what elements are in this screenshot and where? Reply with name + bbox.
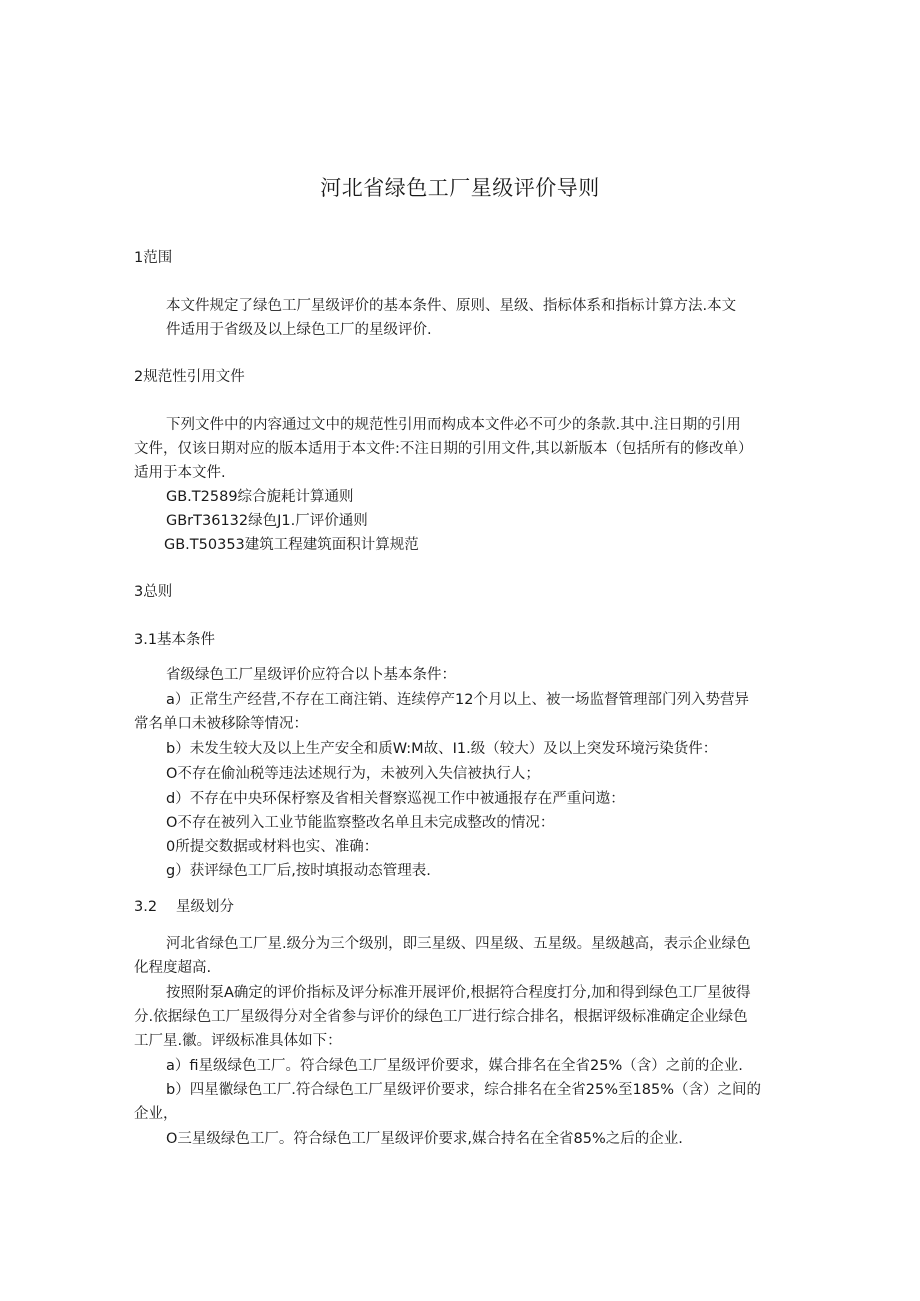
grade-item-four-star-continued: 企业， bbox=[134, 1106, 178, 1122]
section-3-2-paragraph-2-line-3: 工厂星.徽。评级标准具体如下： bbox=[134, 1033, 342, 1049]
section-3-2-number: 3.2 bbox=[134, 899, 158, 915]
section-3-heading: 3总则 bbox=[134, 584, 173, 600]
section-1-paragraph-line-1: 本文件规定了绿色工厂星级评价的基本条件、原则、星级、指标体系和指标计算方法.本文 bbox=[166, 298, 737, 314]
section-2-paragraph-line-1: 下列文件中的内容通过文中的规范性引用而构成本文件必不可少的条款.其中.注日期的引用 bbox=[166, 417, 741, 433]
section-3-2-paragraph-2-line-1: 按照附泵A确定的评价指标及评分标准开展评价,根据符合程度打分,加和得到绿色工厂星彼得 bbox=[166, 985, 751, 1001]
section-2-heading: 2规范性引用文件 bbox=[134, 369, 245, 385]
condition-item: g）获评绿色工厂后,按时填报动态管理表. bbox=[166, 863, 431, 879]
section-1-heading: 1范围 bbox=[134, 250, 173, 266]
section-1-paragraph-line-2: 件适用于省级及以上绿色工厂的星级评价. bbox=[166, 322, 432, 338]
condition-item: d）不存在中央环保杼察及省相关督察巡视工作中被通报存在严重问遨： bbox=[166, 791, 625, 807]
section-2-paragraph-line-3: 适用于本文件. bbox=[134, 465, 226, 481]
section-2-paragraph-line-2: 文件，仅该日期对应的版本适用于本文件:不注日期的引用文件,其以新版本（包括所有的修改单） bbox=[134, 441, 753, 457]
section-3-1-intro: 省级绿色工厂星级评价应符合以卜基本条件： bbox=[166, 667, 456, 683]
condition-item-continued: 常名单口未被移除等情况： bbox=[134, 716, 308, 732]
condition-item: b）未发生较大及以上生产安全和质W:M故、I1.级（较大）及以上突发环境污染货件： bbox=[166, 741, 718, 757]
document-title: 河北省绿色工厂星级评价导则 bbox=[320, 176, 600, 200]
section-3-1-heading: 3.1基本条件 bbox=[134, 632, 216, 648]
reference-item: GB.T50353建筑工程建筑面积计算规范 bbox=[164, 537, 419, 553]
condition-item: 0所提交数据或材料也实、准确： bbox=[166, 839, 379, 855]
section-3-2-title: 星级划分 bbox=[176, 899, 234, 915]
grade-item-four-star: b）四星徽绿色工厂.符合绿色工厂星级评价要求，综合排名在全省25%至185%（含）之间的 bbox=[166, 1082, 761, 1098]
reference-item: GB.T2589综合旎耗计算通则 bbox=[166, 489, 354, 505]
reference-item: GBrT36132绿色J1.厂评价通则 bbox=[166, 513, 368, 529]
section-3-2-paragraph-1-line-2: 化程度超高. bbox=[134, 960, 212, 976]
condition-item: a）正常生产经营,不存在工商注销、连续停产12个月以上、被一场监督管理部门列入势营异 bbox=[166, 692, 749, 708]
grade-item-five-star: a）fi星级绿色工厂。符合绿色工厂星级评价要求，媒合排名在全省25%（含）之前的企业. bbox=[166, 1058, 743, 1074]
section-3-2-paragraph-2-line-2: 分.依据绿色工厂星级得分对全省参与评价的绿色工厂进行综合排名，根据评级标准确定企业绿色 bbox=[134, 1009, 748, 1025]
condition-item: O不存在偷汕税等违法述规行为，未被列入失信被执行人； bbox=[166, 766, 540, 782]
section-3-2-paragraph-1-line-1: 河北省绿色工厂星.级分为三个级别，即三星级、四星级、五星级。星级越高，表示企业绿色 bbox=[166, 936, 751, 952]
grade-item-three-star: O三星级绿色工厂。符合绿色工厂星级评价要求,媒合持名在全省85%之后的企业. bbox=[166, 1131, 683, 1147]
condition-item: O不存在被列入工业节能监察整改名单且未完成整改的情况： bbox=[166, 815, 555, 831]
